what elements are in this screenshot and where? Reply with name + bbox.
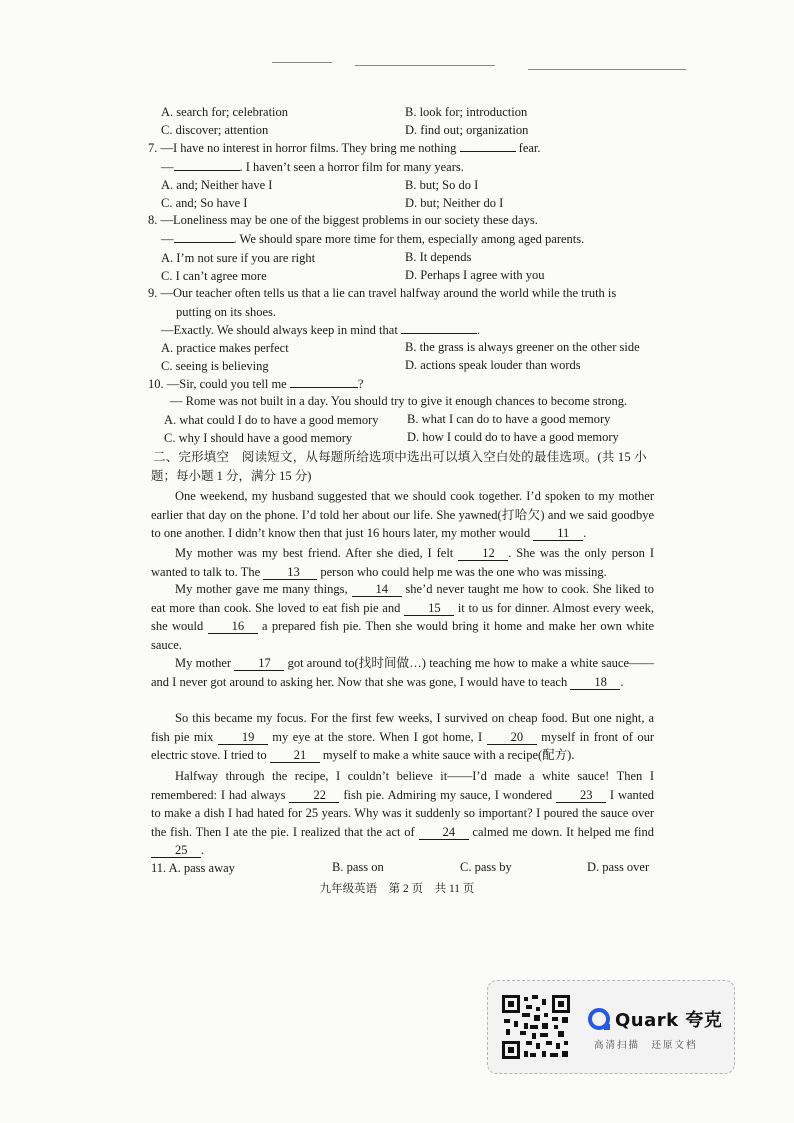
scan-artifact-line <box>272 62 332 63</box>
blank-13: 13 <box>263 565 317 580</box>
passage-paragraph-5: So this became my focus. For the first few weeks, I survived on cheap food. But one night, a fish pie mix 19 my eye at the store. When I got home, I 20 myself in front of our electric stove. I tried to 21 myself to make a white sauce with a recipe(配方). <box>151 711 655 763</box>
q7-option-c: C. and; So have I <box>161 196 248 210</box>
page-footer: 九年级英语 第 2 页 共 11 页 <box>319 883 475 895</box>
passage-paragraph-4: My mother 17 got around to(找时间做…) teaching me how to make a white sauce——and I never got around to asking her. Now that she was gone, I would have to teach 18 . <box>151 656 655 689</box>
blank-17: 17 <box>234 656 284 671</box>
passage-paragraph-3: My mother gave me many things, 14 she’d never taught me how to cook. She liked to eat more than cook. She loved to eat fish pie and 15 it to us for dinner. Almost every week, she would 16 a prepared fish pie. Then she would bring it home and make her own white sauce. <box>151 582 655 652</box>
q9-option-d: D. actions speak louder than words <box>405 358 581 372</box>
blank-21: 21 <box>270 748 320 763</box>
blank-11: 11 <box>533 526 583 541</box>
q8-line1: 8. —Loneliness may be one of the biggest problems in our society these days. <box>148 213 538 227</box>
qr-code-icon <box>502 995 570 1059</box>
q7-blank1 <box>460 151 516 152</box>
section2-heading-line2: 题；每小题 1 分，满分 15 分) <box>151 469 312 483</box>
q10-option-d: D. how I could do to have a good memory <box>407 430 619 444</box>
section2-heading-line1: 二、完形填空 阅读短文，从每题所给选项中选出可以填入空白处的最佳选项。(共 15 小 <box>153 450 647 464</box>
scan-artifact-line <box>528 69 686 70</box>
q6-option-b: B. look for; introduction <box>405 105 528 119</box>
blank-23: 23 <box>556 788 606 803</box>
q9-line2: putting on its shoes. <box>176 305 277 319</box>
q8-option-c: C. I can’t agree more <box>161 269 267 283</box>
q11-option-a: 11. A. pass away <box>151 861 235 875</box>
quark-logo-icon <box>588 1008 610 1030</box>
q10-blank <box>290 387 358 388</box>
blank-15: 15 <box>404 601 454 616</box>
passage-paragraph-2: My mother was my best friend. After she died, I felt 12 . She was the only person I wanted to talk to. The 13 person who could help me was the one who was missing. <box>151 546 655 579</box>
scan-artifact-line <box>355 65 495 66</box>
q8-option-a: A. I’m not sure if you are right <box>161 251 316 265</box>
blank-16: 16 <box>208 619 258 634</box>
q10-option-b: B. what I can do to have a good memory <box>407 412 611 426</box>
passage-paragraph-1: One weekend, my husband suggested that we should cook together. I’d spoken to my mother earlier that day on the phone. I’d told her about our life. She yawned(打哈欠) and we said goodbye to one another. I didn’t know then that just 16 hours later, my mother would 11 . <box>151 489 654 541</box>
quark-logo <box>588 1005 722 1033</box>
blank-22: 22 <box>289 788 339 803</box>
q11-option-b: B. pass on <box>332 860 384 874</box>
blank-12: 12 <box>458 546 508 561</box>
q10-option-a: A. what could I do to have a good memory <box>164 413 379 427</box>
q7-option-d: D. but; Neither do I <box>405 196 504 210</box>
blank-18: 18 <box>570 675 620 690</box>
q10-line1: 10. —Sir, could you tell me ? <box>148 377 364 391</box>
q10-line2: — Rome was not built in a day. You should try to give it enough chances to become strong. <box>170 394 628 408</box>
q8-blank <box>174 242 234 243</box>
q9-option-c: C. seeing is believing <box>161 359 269 373</box>
blank-24: 24 <box>419 825 469 840</box>
q9-option-a: A. practice makes perfect <box>161 341 289 355</box>
blank-25: 25 <box>151 843 201 858</box>
q9-line1: 9. —Our teacher often tells us that a lie can travel halfway around the world while the truth is <box>148 286 617 300</box>
q8-option-d: D. Perhaps I agree with you <box>405 268 545 282</box>
blank-20: 20 <box>487 730 537 745</box>
quark-brand-text: Quark 夸克 <box>615 1010 723 1031</box>
q9-line3: —Exactly. We should always keep in mind that . <box>161 323 481 337</box>
passage-paragraph-6: Halfway through the recipe, I couldn’t believe it——I’d made a white sauce! Then I remembered: I had always 22 fish pie. Admiring my sauce, I wondered 23 I wanted to make a dish I had hated for 25 years. Why was it suddenly so important? I poured the sauce over the fish. Then I ate the pie. I realized that the act of 24 calmed me down. It helped me find 25 . <box>151 769 655 858</box>
q6-option-c: C. discover; attention <box>161 123 269 137</box>
q11-option-d: D. pass over <box>587 860 650 874</box>
quark-watermark <box>487 980 735 1074</box>
q8-option-b: B. It depends <box>405 250 472 264</box>
q8-line2: — . We should spare more time for them, especially among aged parents. <box>161 232 585 246</box>
q7-blank2 <box>174 170 240 171</box>
q10-option-c: C. why I should have a good memory <box>164 431 353 445</box>
quark-tagline: 高清扫描 还原文档 <box>594 1040 698 1051</box>
q7-line2: — . I haven’t seen a horror film for many years. <box>161 160 464 174</box>
q7-line1: 7. —I have no interest in horror films. They bring me nothing fear. <box>148 141 541 155</box>
q7-option-a: A. and; Neither have I <box>161 178 273 192</box>
q9-blank <box>401 333 477 334</box>
blank-14: 14 <box>352 582 402 597</box>
blank-19: 19 <box>218 730 268 745</box>
q9-option-b: B. the grass is always greener on the other side <box>405 340 640 354</box>
q6-option-a: A. search for; celebration <box>161 105 289 119</box>
q7-option-b: B. but; So do I <box>405 178 479 192</box>
q11-option-c: C. pass by <box>460 860 512 874</box>
q6-option-d: D. find out; organization <box>405 123 529 137</box>
